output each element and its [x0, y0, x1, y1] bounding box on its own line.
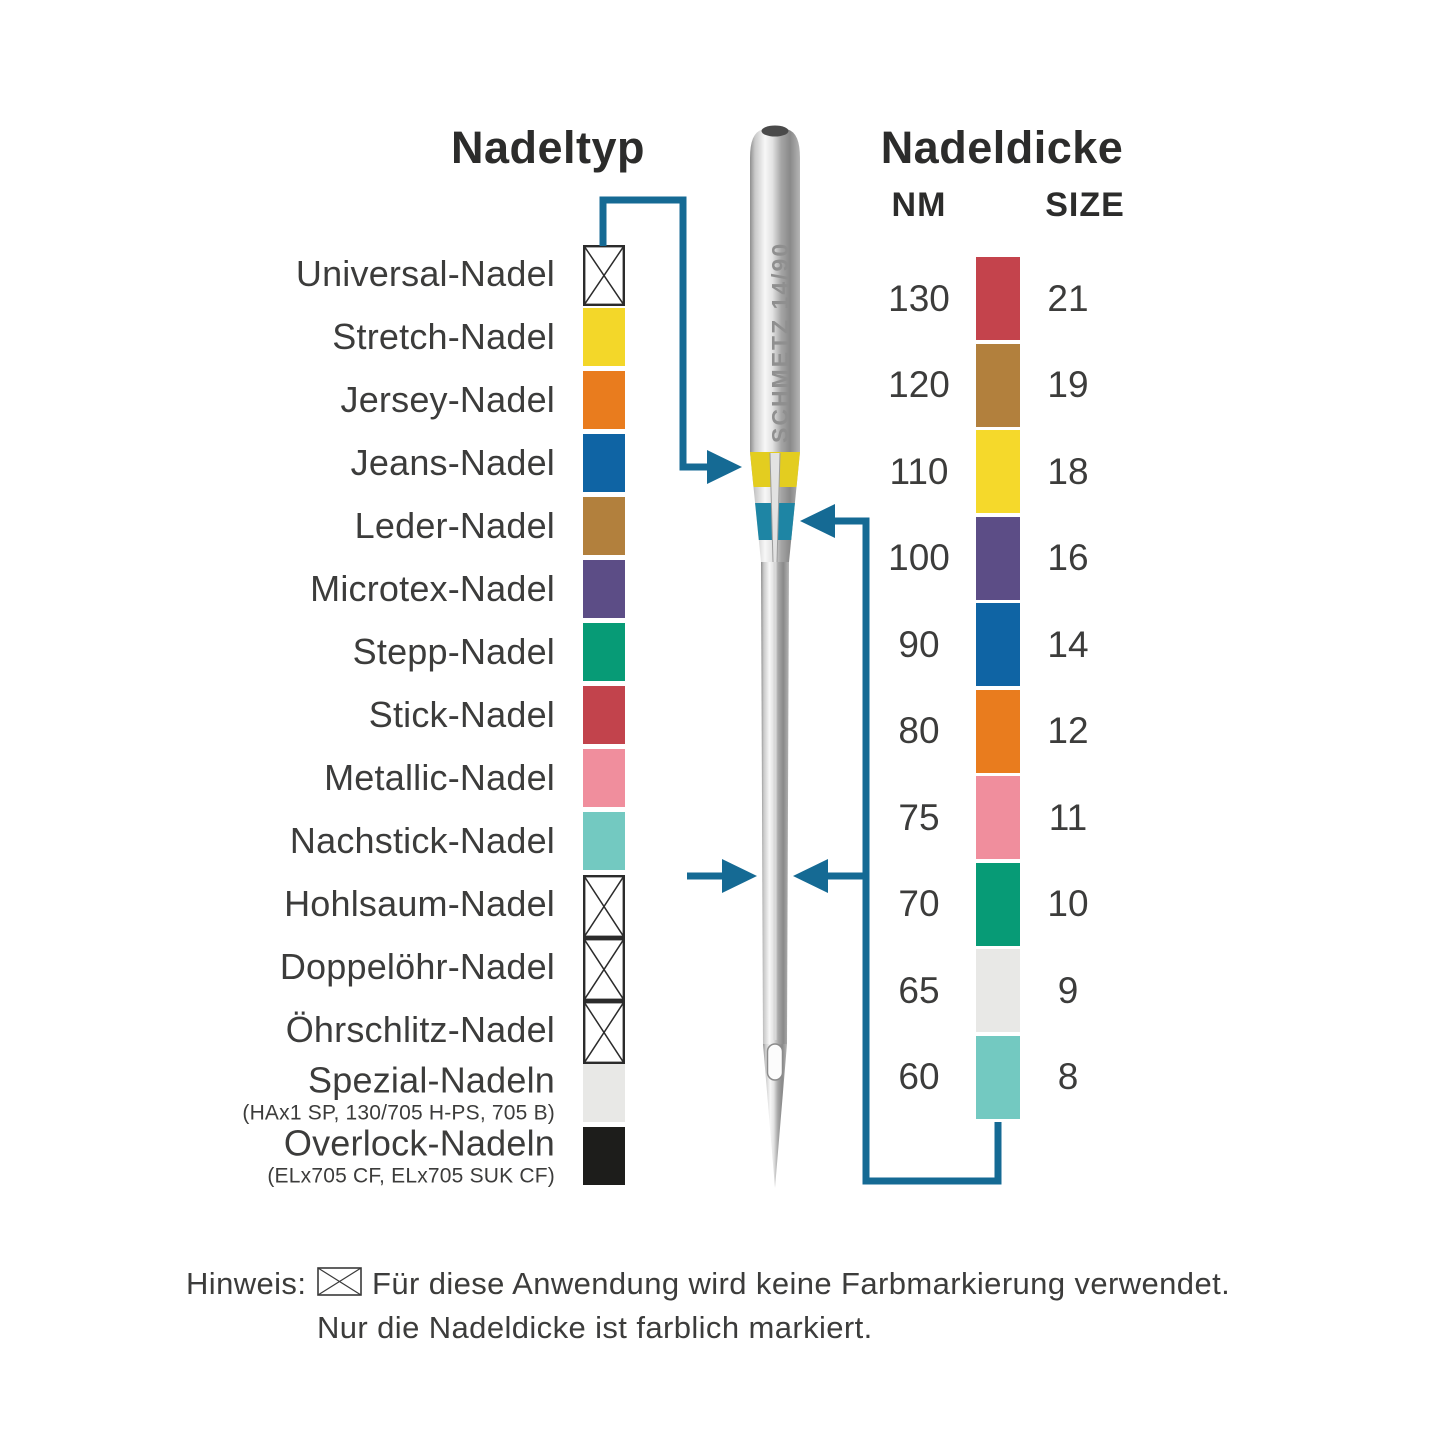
note-line2: Nur die Nadeldicke ist farblich markiert. — [317, 1310, 873, 1345]
nm-value: 75 — [898, 796, 940, 838]
nm-value: 65 — [898, 969, 940, 1011]
type-label-text: Spezial-Nadeln — [308, 1059, 555, 1101]
type-label-text: Metallic-Nadel — [324, 757, 555, 798]
nm-value: 100 — [888, 537, 950, 578]
nm-value: 70 — [898, 883, 940, 924]
size-value: 14 — [1047, 623, 1089, 665]
note-line1: Für diese Anwendung wird keine Farbmarkierung verwendet. — [372, 1266, 1231, 1301]
size-column-header: SIZE — [1045, 186, 1125, 224]
no-color-marking-icon — [317, 1267, 362, 1296]
nm-value: 130 — [888, 277, 950, 319]
type-color-swatch — [583, 1127, 625, 1185]
type-label-text: Jeans-Nadel — [350, 442, 555, 483]
size-color-swatch — [976, 690, 1020, 773]
size-value: 18 — [1047, 450, 1089, 492]
type-label-text: Jersey-Nadel — [340, 379, 555, 420]
nm-value: 80 — [898, 710, 940, 751]
nm-value: 90 — [898, 623, 940, 665]
note-prefix: Hinweis: — [186, 1266, 307, 1301]
type-sublabel-text: (ELx705 CF, ELx705 SUK CF) — [267, 1164, 555, 1188]
type-label-text: Universal-Nadel — [295, 253, 555, 294]
size-color-swatch — [976, 603, 1020, 686]
type-label-text: Stretch-Nadel — [332, 316, 555, 357]
size-value: 12 — [1047, 710, 1089, 751]
size-color-swatch — [976, 776, 1020, 859]
needle-eye — [768, 1044, 783, 1080]
type-label-text: Stepp-Nadel — [352, 631, 555, 672]
type-label-text: Doppelöhr-Nadel — [279, 946, 555, 987]
nm-value: 110 — [889, 450, 949, 492]
needle-cap — [762, 126, 789, 137]
nm-value: 60 — [898, 1056, 940, 1097]
size-value: 19 — [1047, 364, 1089, 405]
type-label — [267, 1124, 555, 1189]
type-label-text: Overlock-Nadeln — [283, 1122, 555, 1164]
size-value: 8 — [1057, 1056, 1079, 1097]
type-label-text: Microtex-Nadel — [310, 568, 555, 609]
type-label-text: Hohlsaum-Nadel — [284, 883, 555, 924]
size-color-swatch — [976, 949, 1020, 1032]
size-color-swatch — [976, 430, 1020, 513]
size-value: 21 — [1047, 277, 1089, 319]
size-color-swatch — [976, 517, 1020, 600]
needle-imprint: SCHMETZ 14/90 — [767, 241, 793, 443]
size-value: 10 — [1047, 883, 1089, 924]
type-label-text: Leder-Nadel — [354, 505, 555, 546]
needle-size-title: Nadeldicke — [880, 122, 1124, 173]
type-sublabel-text: (HAx1 SP, 130/705 H-PS, 705 B) — [242, 1101, 555, 1125]
type-label-text: Stick-Nadel — [368, 694, 555, 735]
needle-type-title: Nadeltyp — [450, 122, 646, 173]
size-value: 11 — [1048, 796, 1088, 838]
size-value: 16 — [1047, 537, 1089, 578]
needle-illustration — [720, 118, 830, 1208]
size-color-swatch — [976, 257, 1020, 340]
type-label-text: Öhrschlitz-Nadel — [285, 1009, 555, 1050]
size-color-swatch — [976, 344, 1020, 427]
size-value: 9 — [1057, 969, 1079, 1011]
nm-value: 120 — [888, 364, 950, 405]
nm-column-header: NM — [891, 186, 947, 224]
size-color-swatch — [976, 1036, 1020, 1119]
type-label-text: Nachstick-Nadel — [289, 820, 555, 861]
size-color-swatch — [976, 863, 1020, 946]
